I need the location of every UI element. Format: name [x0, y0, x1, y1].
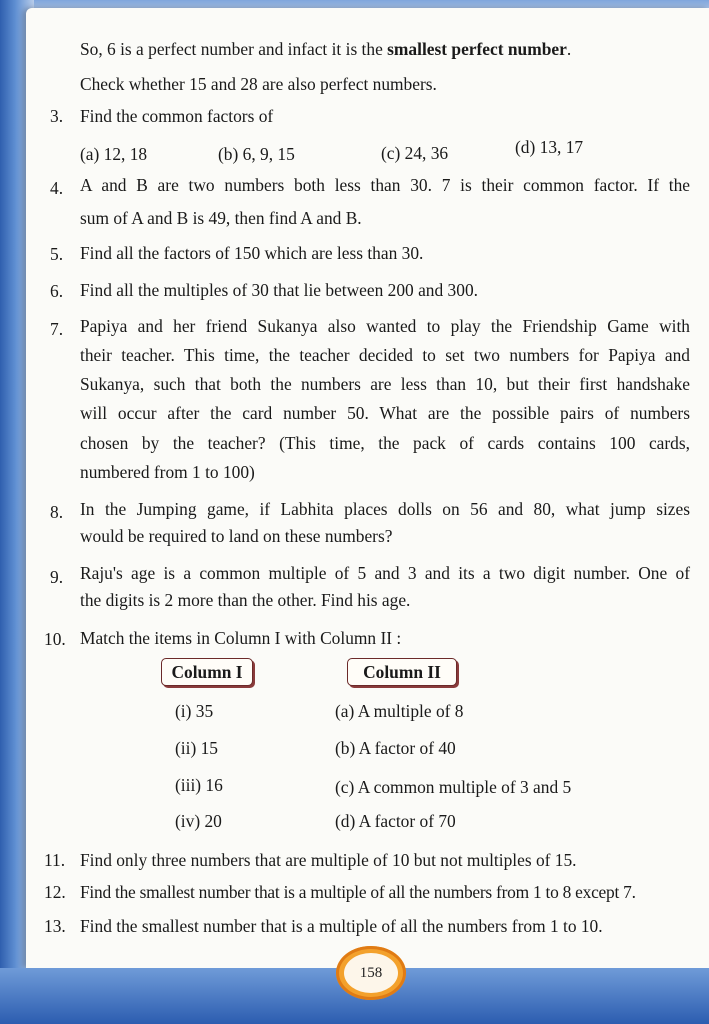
q10-text: Match the items in Column I with Column II : [80, 628, 402, 648]
q13-text: Find the smallest number that is a multiple of all the numbers from 1 to 10. [80, 916, 603, 936]
q4-line-1: A and B are two numbers both less than 30. 7 is their common factor. If the [80, 175, 690, 195]
q8-line-2: would be required to land on these numbers? [80, 526, 393, 546]
q8-line-1: In the Jumping game, if Labhita places dolls on 56 and 80, what jump sizes [80, 499, 690, 519]
q3-number: 3. [50, 106, 64, 126]
q10-number: 10. [44, 629, 66, 649]
intro-text: So, 6 is a perfect number and infact it is the [80, 39, 388, 59]
q3-option-b: (b) 6, 9, 15 [218, 144, 295, 164]
intro-period: . [566, 39, 572, 59]
q11-text: Find only three numbers that are multiple of 10 but not multiples of 15. [80, 850, 577, 870]
match-col2-item-b: (b) A factor of 40 [335, 738, 456, 758]
q7-line-6: numbered from 1 to 100) [80, 462, 255, 482]
page-number: 158 [344, 953, 398, 993]
match-col2-item-a: (a) A multiple of 8 [335, 701, 464, 721]
match-col2-item-c: (c) A common multiple of 3 and 5 [335, 777, 572, 797]
match-col1-item-3: (iii) 16 [175, 775, 223, 795]
q3-option-c: (c) 24, 36 [381, 143, 449, 163]
q6-text: Find all the multiples of 30 that lie between 200 and 300. [80, 280, 478, 300]
q3-option-a: (a) 12, 18 [80, 144, 148, 164]
q9-line-1: Raju's age is a common multiple of 5 and 3 and its a two digit number. One of [80, 563, 690, 583]
intro-bold-text: smallest perfect number [387, 39, 567, 59]
q8-number: 8. [50, 502, 64, 522]
q11-number: 11. [44, 850, 66, 870]
match-col1-item-4: (iv) 20 [175, 811, 222, 831]
q12-text: Find the smallest number that is a multiple of all the numbers from 1 to 8 except 7. [80, 882, 636, 902]
intro-line-1 [80, 38, 690, 60]
match-col1-item-1: (i) 35 [175, 701, 214, 721]
q9-line-2: the digits is 2 more than the other. Find his age. [80, 590, 411, 610]
q4-line-2: sum of A and B is 49, then find A and B. [80, 208, 362, 228]
q7-line-3: Sukanya, such that both the numbers are less than 10, but their first handshake [80, 374, 690, 394]
column-ii-header: Column II [347, 658, 457, 686]
q5-number: 5. [50, 244, 64, 264]
q7-number: 7. [50, 319, 64, 339]
q7-line-1: Papiya and her friend Sukanya also wanted to play the Friendship Game with [80, 316, 690, 336]
q4-number: 4. [50, 178, 64, 198]
match-col2-item-d: (d) A factor of 70 [335, 811, 456, 831]
match-col1-item-2: (ii) 15 [175, 738, 218, 758]
q7-line-2: their teacher. This time, the teacher decided to set two numbers for Papiya and [80, 345, 690, 365]
q12-number: 12. [44, 882, 66, 902]
q7-line-5: chosen by the teacher? (This time, the pack of cards contains 100 cards, [80, 433, 690, 453]
q7-line-4: will occur after the card number 50. What are the possible pairs of numbers [80, 403, 690, 423]
q13-number: 13. [44, 916, 66, 936]
q5-text: Find all the factors of 150 which are less than 30. [80, 243, 424, 263]
column-i-header: Column I [161, 658, 253, 686]
q9-number: 9. [50, 567, 64, 587]
q6-number: 6. [50, 281, 64, 301]
intro-line-2: Check whether 15 and 28 are also perfect numbers. [80, 74, 437, 94]
q3-text: Find the common factors of [80, 106, 274, 126]
q3-option-d: (d) 13, 17 [515, 137, 584, 157]
page-number-badge [336, 946, 406, 1000]
